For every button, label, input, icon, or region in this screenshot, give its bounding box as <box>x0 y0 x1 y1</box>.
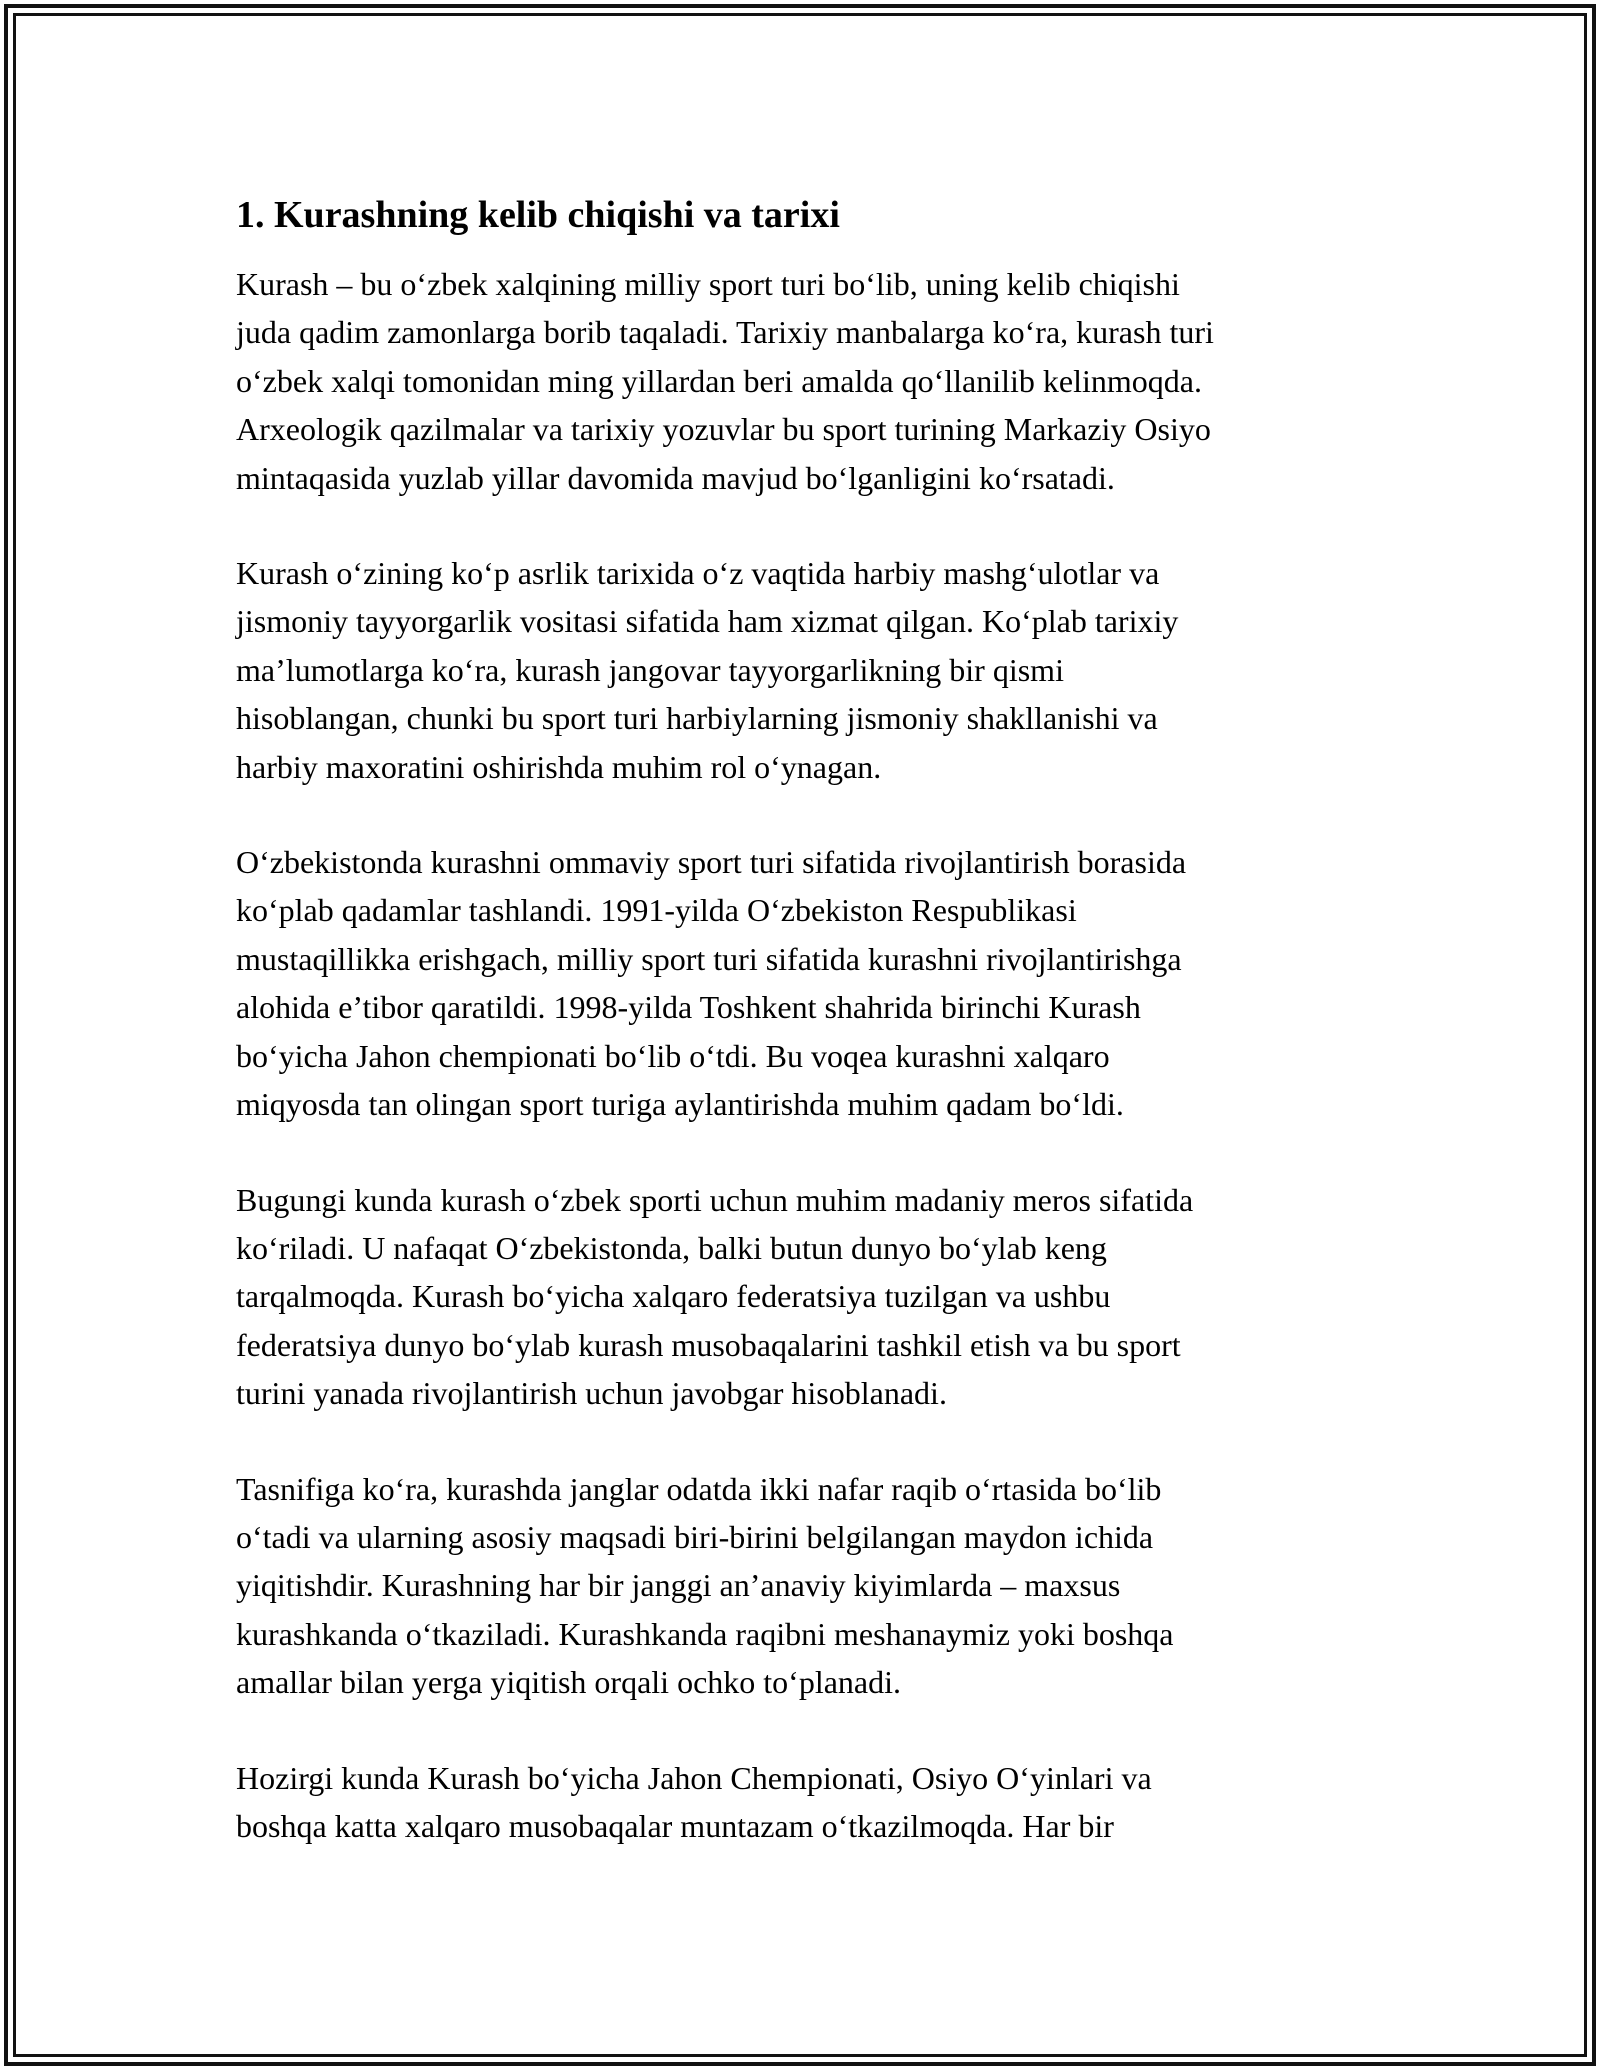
text-line: o‘zbek xalqi tomonidan ming yillardan beri amalda qo‘llanilib kelinmoqda. <box>236 362 1202 399</box>
text-line: mustaqillikka erishgach, milliy sport turi sifatida kurashni rivojlantirishga <box>236 940 1182 977</box>
text-line: harbiy maxoratini oshirishda muhim rol o‘ynagan. <box>236 748 882 785</box>
text-line: hisoblangan, chunki bu sport turi harbiylarning jismoniy shakllanishi va <box>236 700 1158 737</box>
paragraph-3 <box>236 838 1376 1128</box>
text-line: o‘tadi va ularning asosiy maqsadi biri-birini belgilangan maydon ichida <box>236 1518 1154 1555</box>
text-line: bo‘yicha Jahon chempionati bo‘lib o‘tdi. Bu voqea kurashni xalqaro <box>236 1037 1110 1074</box>
text-line: Arxeologik qazilmalar va tarixiy yozuvlar bu sport turining Markaziy Osiyo <box>236 411 1211 448</box>
text-line: Bugungi kunda kurash o‘zbek sporti uchun muhim madaniy meros sifatida <box>236 1181 1194 1218</box>
text-line: boshqa katta xalqaro musobaqalar muntazam o‘tkazilmoqda. Har bir <box>236 1807 1114 1844</box>
text-line: jismoniy tayyorgarlik vositasi sifatida ham xizmat qilgan. Ko‘plab tarixiy <box>236 603 1179 640</box>
text-line: ma’lumotlarga ko‘ra, kurash jangovar tayyorgarlikning bir qismi <box>236 651 1064 688</box>
text-line: Kurash o‘zining ko‘p asrlik tarixida o‘z vaqtida harbiy mashg‘ulotlar va <box>236 555 1160 592</box>
paragraph-4 <box>236 1176 1376 1418</box>
text-line: Kurash – bu o‘zbek xalqining milliy sport turi bo‘lib, uning kelib chiqishi <box>236 266 1180 302</box>
paragraph-6 <box>236 1754 1376 1851</box>
text-line: amallar bilan yerga yiqitish orqali ochko to‘planadi. <box>236 1664 901 1701</box>
text-line: federatsiya dunyo bo‘ylab kurash musobaqalarini tashkil etish va bu sport <box>236 1326 1181 1363</box>
text-line: mintaqasida yuzlab yillar davomida mavjud bo‘lganligini ko‘rsatadi. <box>236 459 1115 496</box>
section-heading: 1. Kurashning kelib chiqishi va tarixi <box>236 194 840 236</box>
text-line: alohida e’tibor qaratildi. 1998-yilda Toshkent shahrida birinchi Kurash <box>236 989 1141 1026</box>
paragraph-5 <box>236 1465 1376 1707</box>
text-line: juda qadim zamonlarga borib taqaladi. Tarixiy manbalarga ko‘ra, kurash turi <box>236 314 1214 351</box>
text-line: tarqalmoqda. Kurash bo‘yicha xalqaro federatsiya tuzilgan va ushbu <box>236 1278 1111 1315</box>
text-line: O‘zbekistonda kurashni ommaviy sport turi sifatida rivojlantirish borasida <box>236 844 1187 881</box>
text-line: ko‘plab qadamlar tashlandi. 1991-yilda O‘zbekiston Respublikasi <box>236 892 1077 929</box>
text-line: yiqitishdir. Kurashning har bir janggi an’anaviy kiyimlarda – maxsus <box>236 1567 1121 1604</box>
text-line: ko‘riladi. U nafaqat O‘zbekistonda, balki butun dunyo bo‘ylab keng <box>236 1229 1107 1266</box>
text-line: kurashkanda o‘tkaziladi. Kurashkanda raqibni meshanaymiz yoki boshqa <box>236 1615 1174 1652</box>
text-line: turini yanada rivojlantirish uchun javobgar hisoblanadi. <box>236 1375 947 1412</box>
document-body <box>236 190 1376 1897</box>
paragraph-1 <box>236 260 1376 502</box>
paragraph-2 <box>236 549 1376 791</box>
text-line: Tasnifiga ko‘ra, kurashda janglar odatda ikki nafar raqib o‘rtasida bo‘lib <box>236 1470 1162 1507</box>
text-line: Hozirgi kunda Kurash bo‘yicha Jahon Chempionati, Osiyo O‘yinlari va <box>236 1759 1152 1796</box>
text-line: miqyosda tan olingan sport turiga aylantirishda muhim qadam bo‘ldi. <box>236 1086 1124 1123</box>
